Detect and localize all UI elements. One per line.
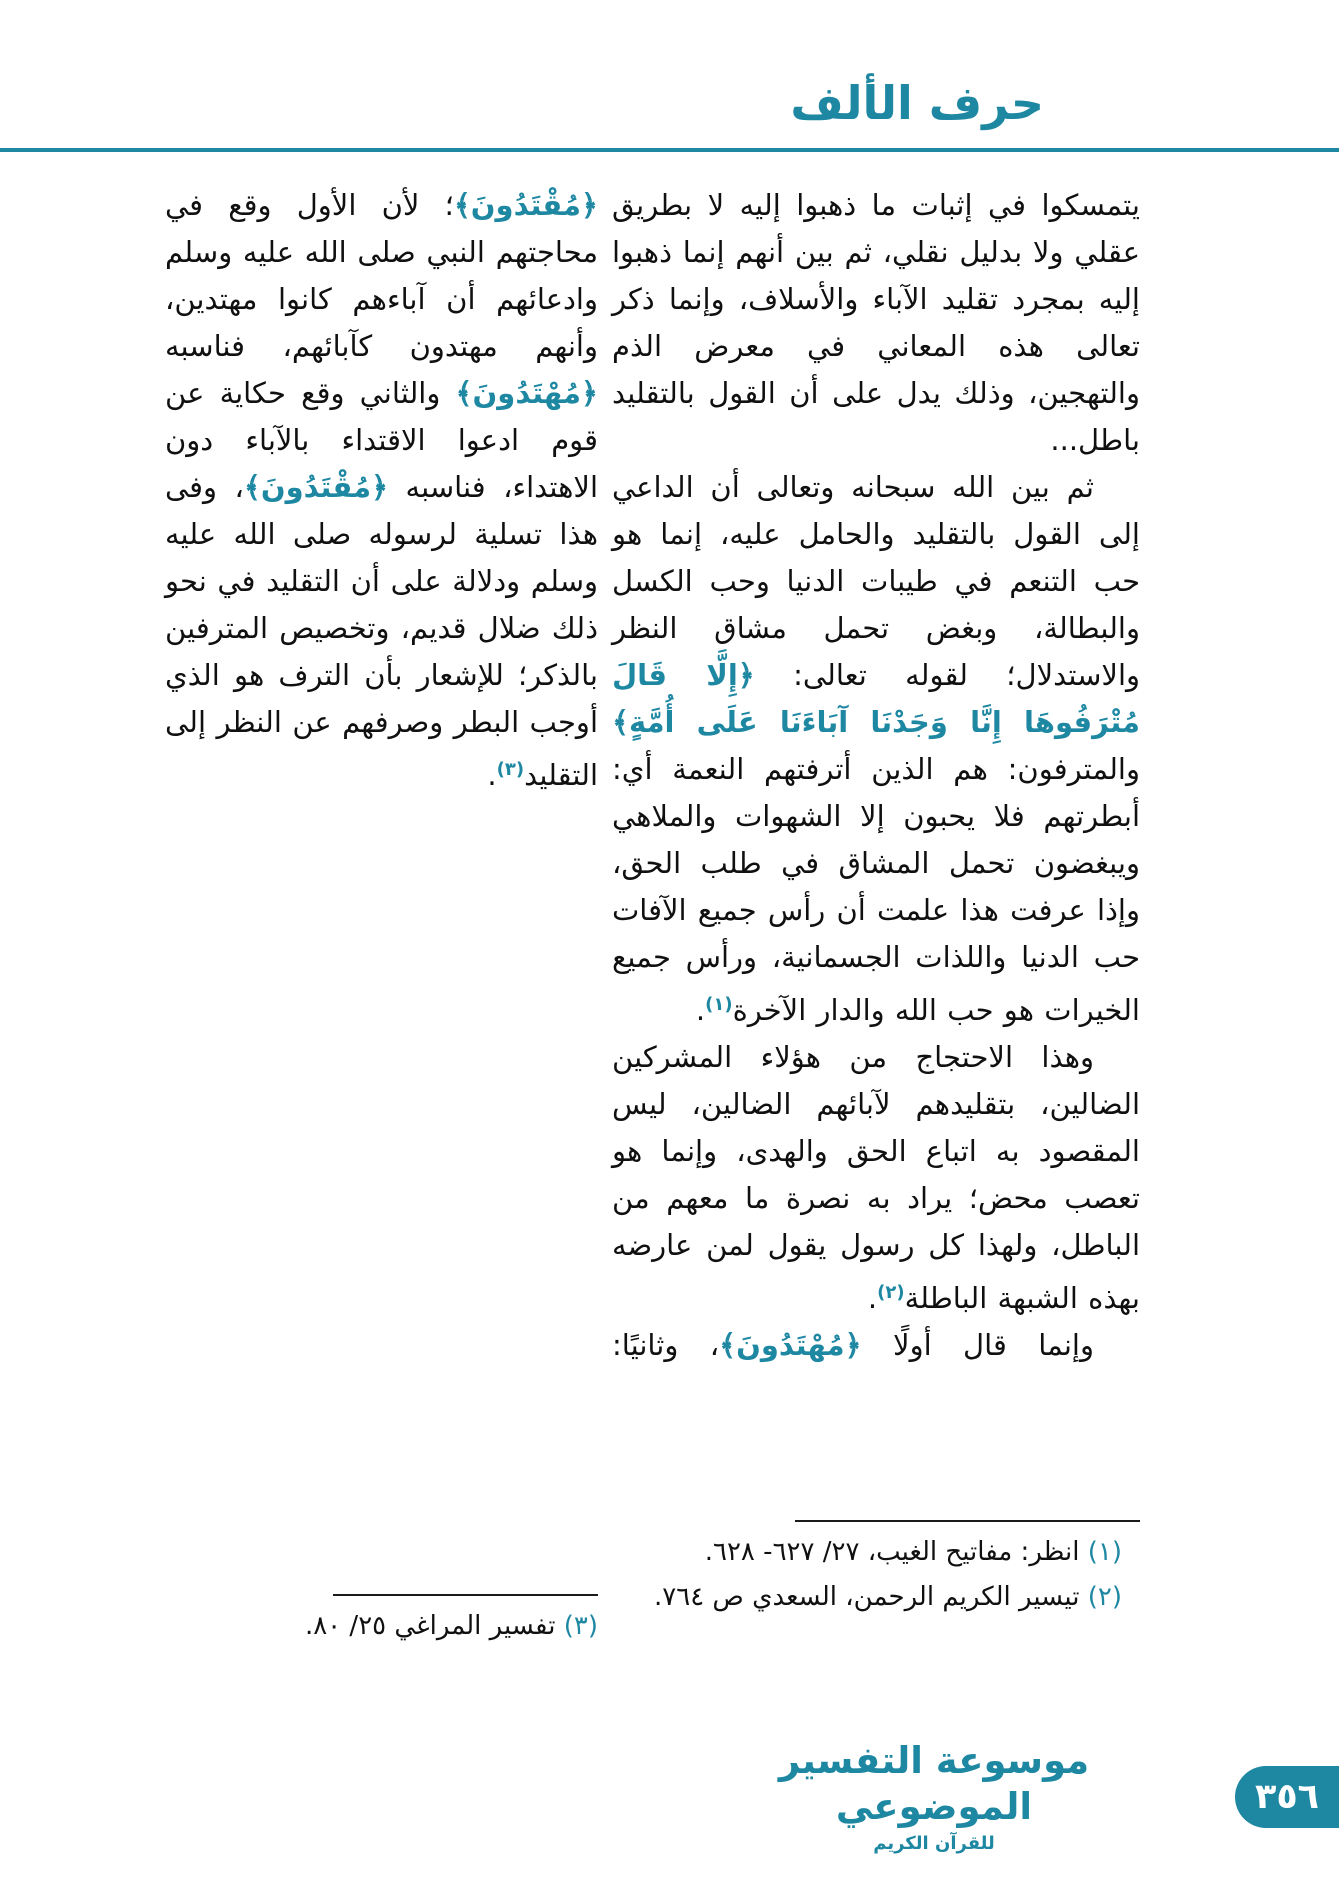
text-run: وإنما قال أولًا: [861, 1328, 1094, 1362]
footnote-separator: [333, 1594, 598, 1596]
footnote: [165, 1604, 598, 1649]
page-number: ٣٥٦: [1254, 1777, 1320, 1817]
paragraph: [612, 464, 1140, 1034]
quran-quote: ﴿مُهْتَدُونَ﴾: [455, 376, 598, 410]
text-run: والثاني وقع حكاية عن قوم ادعوا الاقتداء بالآباء دون الاهتداء، فناسبه: [165, 376, 598, 504]
text-run: يتمسكوا في إثبات ما ذهبوا إليه لا بطريق عقلي ولا بدليل نقلي، ثم بين أنهم إنما ذهبوا إليه بمجرد تقليد الآباء والأسلاف، وإنما ذكر تعالى هذه المعاني في معرض الذم والتهجين، وذلك يدل على أن القول بالتقليد باطل...: [612, 188, 1140, 457]
text-run: .: [487, 758, 497, 792]
footnote-text: تيسير الكريم الرحمن، السعدي ص ٧٦٤.: [654, 1582, 1088, 1612]
quran-quote: ﴿مُقْتَدُونَ﴾: [453, 188, 598, 222]
footnotes-block-left: [165, 1594, 598, 1649]
paragraph: [612, 182, 1140, 464]
footnotes-block-right: [612, 1520, 1140, 1620]
footnote-ref: (١): [705, 994, 733, 1015]
footnote-number: (٣): [563, 1611, 598, 1641]
footnote-number: (٢): [1087, 1582, 1122, 1612]
text-run: ؛ لأن الأول وقع في محاجتهم النبي صلى الله عليه وسلم وادعائهم أن آباءهم كانوا مهتدين، وأنهم مهتدون كآبائهم، فناسبه: [165, 188, 598, 363]
footnote-number: (١): [1087, 1537, 1122, 1567]
footnote-ref: (٢): [877, 1282, 905, 1303]
text-run: ثم بين الله سبحانه وتعالى أن الداعي إلى القول بالتقليد والحامل عليه، إنما هو حب التنعم في طيبات الدنيا وحب الكسل والبطالة، وبغض تحمل مشاق النظر والاستدلال؛ لقوله تعالى:: [612, 470, 1140, 692]
paragraph: [612, 1034, 1140, 1322]
publisher-logo-title: موسوعة التفسير الموضوعي: [778, 1739, 1090, 1829]
header-divider: [0, 148, 1339, 152]
quran-quote: ﴿مُقْتَدُونَ﴾: [243, 470, 389, 504]
chapter-heading: حرف الألف: [790, 76, 1044, 130]
footnote-ref: (٣): [496, 759, 525, 780]
text-run: ، وفى هذا تسلية لرسوله صلى الله عليه وسلم ودلالة على أن التقليد في نحو ذلك ضلال قديم، وتخصيص المترفين بالذكر؛ للإشعار بأن الترف هو الذي أوجب البطر وصرفهم عن النظر إلى التقليد: [165, 470, 598, 792]
quran-quote: ﴿إِلَّا قَالَ مُتْرَفُوهَا إِنَّا وَجَدْنَا آبَاءَنَا عَلَى أُمَّةٍ﴾: [612, 658, 1140, 739]
text-run: .: [867, 1281, 878, 1315]
footnote-separator: [795, 1520, 1140, 1522]
text-run: والمترفون: هم الذين أترفتهم النعمة أي: أبطرتهم فلا يحبون إلا الشهوات والملاهي ويبغضون تحمل المشاق في طلب الحق، وإذا عرفت هذا علمت أن رأس جميع الآفات حب الدنيا واللذات الجسمانية، ورأس جميع الخيرات هو حب الله والدار الآخرة: [612, 752, 1140, 1027]
footnote: [612, 1530, 1140, 1575]
footnote-list: [165, 1604, 598, 1649]
publisher-logo-subtitle: للقرآن الكريم: [873, 1832, 995, 1854]
text-column-left: [165, 182, 598, 799]
text-run: ، وثانيًا:: [612, 1328, 720, 1362]
publisher-logo: [768, 1738, 1100, 1854]
paragraph: [165, 182, 598, 799]
footnote-text: تفسير المراغي ٢٥/ ٨٠.: [304, 1611, 564, 1641]
text-run: وهذا الاحتجاج من هؤلاء المشركين الضالين، بتقليدهم لآبائهم الضالين، ليس المقصود به اتباع الحق والهدى، وإنما هو تعصب محض؛ يراد به نصرة ما معهم من الباطل، ولهذا كل رسول يقول لمن عارضه بهذه الشبهة الباطلة: [612, 1040, 1140, 1315]
paragraph: [612, 1322, 1140, 1369]
footnote: [612, 1575, 1140, 1620]
footnote-list: [612, 1530, 1140, 1620]
quran-quote: ﴿مُهْتَدُونَ﴾: [719, 1328, 862, 1362]
text-run: .: [695, 993, 706, 1027]
footnote-text: انظر: مفاتيح الغيب، ٢٧/ ٦٢٧- ٦٢٨.: [704, 1537, 1088, 1567]
text-column-right: [612, 182, 1140, 1369]
page-number-badge: [1235, 1766, 1339, 1828]
